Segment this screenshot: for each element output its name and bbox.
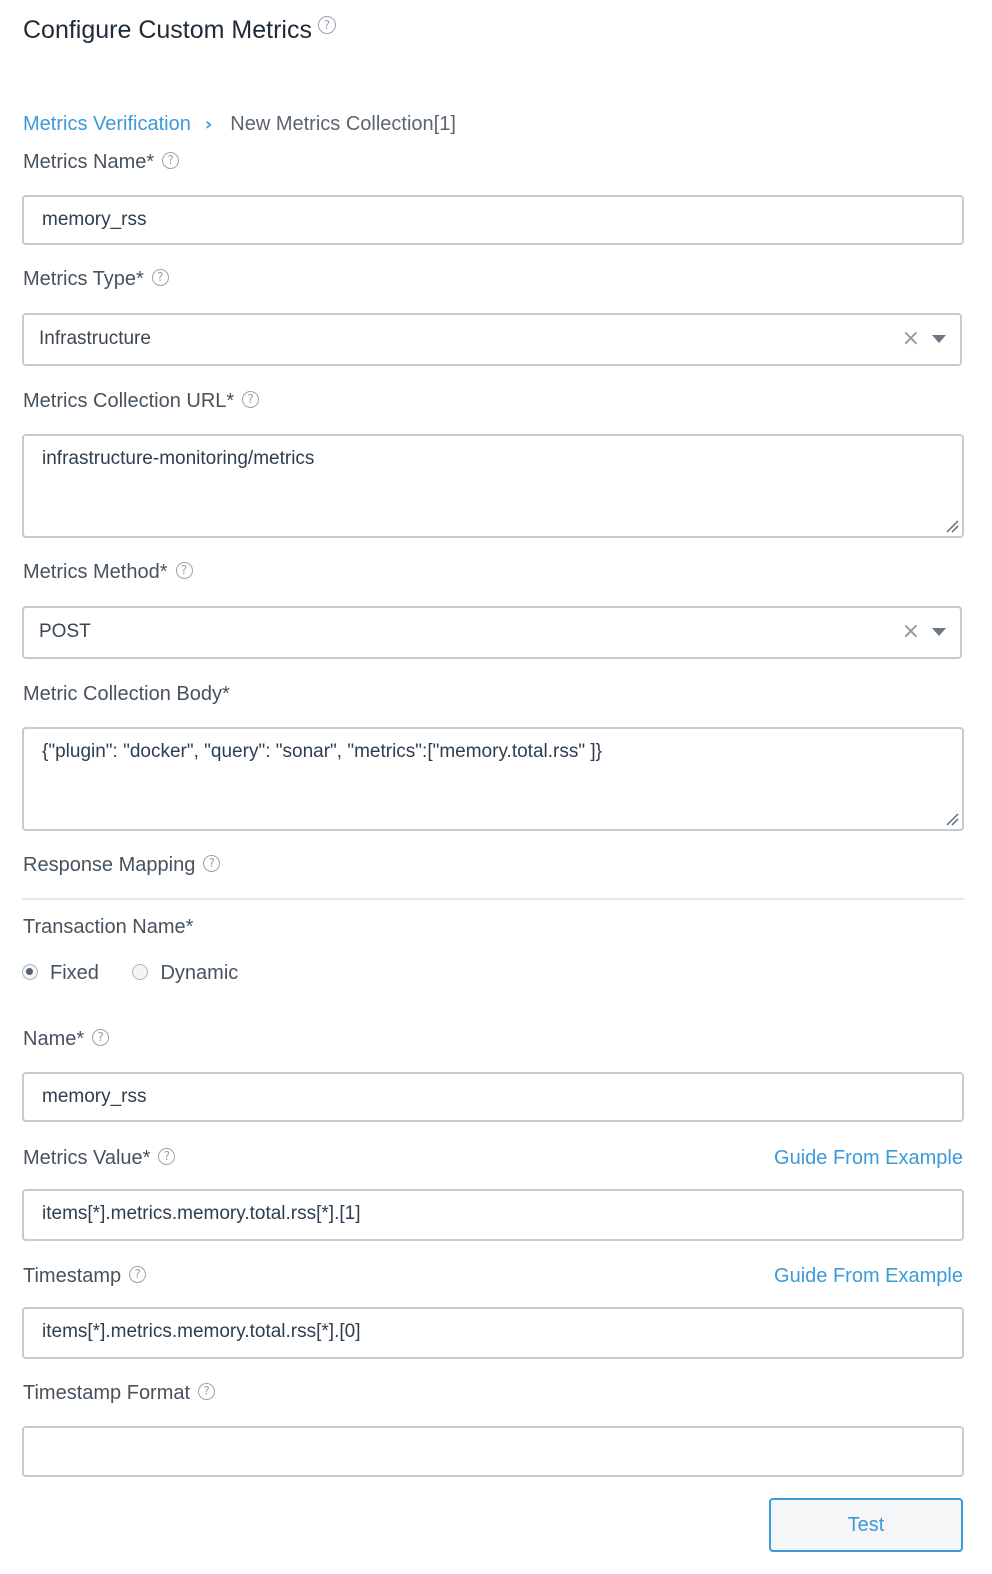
radio-dynamic-label: Dynamic [160,962,239,984]
timestamp-label-text: Timestamp [23,1265,122,1287]
metrics-type-label-text: Metrics Type* [23,268,144,290]
metrics-method-label [23,561,193,584]
breadcrumb [23,113,456,136]
section-divider [22,898,964,900]
collection-body-label: Metric Collection Body* [23,683,230,705]
metrics-name-label [23,151,179,174]
timestamp-format-label [23,1382,215,1405]
help-icon[interactable]: ? [152,269,169,286]
page-title-text: Configure Custom Metrics [23,16,312,44]
metrics-value-label-text: Metrics Value* [23,1147,151,1169]
name-value: memory_rss [42,1086,147,1107]
help-icon[interactable]: ? [162,152,179,169]
timestamp-format-label-text: Timestamp Format [23,1382,191,1404]
timestamp-label [23,1265,146,1288]
transaction-name-label: Transaction Name* [23,916,194,938]
metrics-value-label [23,1147,175,1170]
chevron-down-icon[interactable] [932,335,946,343]
metrics-type-value: Infrastructure [39,328,151,349]
help-icon[interactable]: ? [129,1266,146,1283]
metrics-type-select[interactable] [22,313,962,366]
name-label [23,1028,109,1051]
collection-body-textarea[interactable] [22,727,964,831]
chevron-down-icon[interactable] [932,628,946,636]
name-label-text: Name* [23,1028,85,1050]
clear-icon[interactable]: × [901,619,920,644]
timestamp-format-input[interactable] [22,1426,964,1477]
help-icon[interactable]: ? [92,1029,109,1046]
metrics-method-label-text: Metrics Method* [23,561,168,583]
collection-body-value: {"plugin": "docker", "query": "sonar", "metrics":["memory.total.rss" ]} [42,741,602,762]
resize-handle-icon[interactable] [945,812,959,826]
collection-url-label-text: Metrics Collection URL* [23,390,235,412]
page-title [23,16,336,45]
clear-icon[interactable]: × [901,326,920,351]
radio-fixed-label: Fixed [50,962,99,984]
help-icon[interactable]: ? [242,391,259,408]
transaction-name-radio-group [22,962,238,985]
metrics-name-label-text: Metrics Name* [23,151,155,173]
metrics-name-value: memory_rss [42,209,147,230]
help-icon[interactable]: ? [158,1148,175,1165]
radio-dynamic[interactable] [132,964,148,980]
radio-option-dynamic[interactable] [132,962,238,985]
name-input[interactable] [22,1072,964,1122]
response-mapping-text: Response Mapping [23,854,196,876]
metrics-value-guide-link[interactable]: Guide From Example [774,1147,963,1169]
metrics-name-input[interactable] [22,195,964,245]
radio-option-fixed[interactable] [22,962,99,985]
metrics-method-value: POST [39,621,91,642]
chevron-right-icon: › [204,114,213,135]
breadcrumb-metrics-verification[interactable]: Metrics Verification [23,113,191,135]
resize-handle-icon[interactable] [945,519,959,533]
metrics-value-value: items[*].metrics.memory.total.rss[*].[1] [42,1203,361,1224]
response-mapping-heading [23,854,220,877]
timestamp-value: items[*].metrics.memory.total.rss[*].[0] [42,1321,361,1342]
test-button[interactable]: Test [769,1498,963,1552]
help-icon[interactable]: ? [198,1383,215,1400]
help-icon[interactable]: ? [176,562,193,579]
collection-url-label [23,390,259,413]
help-icon[interactable]: ? [318,16,336,34]
metrics-value-input[interactable] [22,1189,964,1241]
collection-url-textarea[interactable] [22,434,964,538]
collection-url-value: infrastructure-monitoring/metrics [42,448,315,469]
metrics-type-label [23,268,169,291]
timestamp-guide-link[interactable]: Guide From Example [774,1265,963,1287]
help-icon[interactable]: ? [203,855,220,872]
metrics-method-select[interactable] [22,606,962,659]
timestamp-input[interactable] [22,1307,964,1359]
breadcrumb-current: New Metrics Collection[1] [230,113,456,135]
radio-fixed[interactable] [22,964,38,980]
